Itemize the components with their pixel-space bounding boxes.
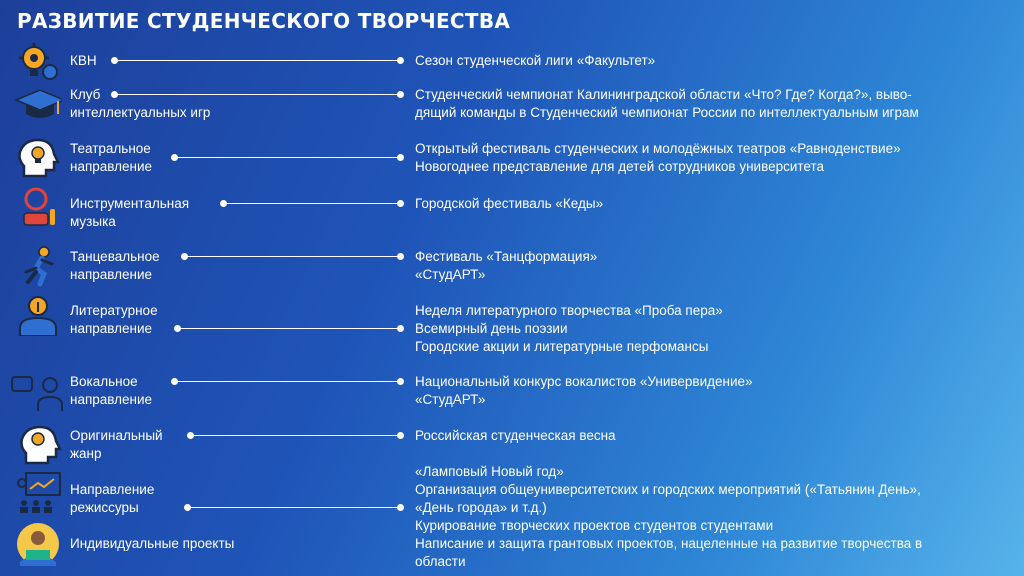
connector-end-dot (397, 378, 404, 385)
row-name: Оригинальный жанр (70, 428, 163, 461)
row-name: Литературное направление (70, 303, 158, 336)
row-name: Вокальное направление (70, 374, 153, 407)
connector-end-dot (397, 432, 404, 439)
idea-person-icon (14, 292, 62, 336)
row-description: Национальный конкурс вокалистов «Универвидение» «СтудАРТ» (415, 374, 753, 407)
row-description: Сезон студенческой лиги «Факультет» (415, 53, 656, 68)
presentation-board-icon (14, 471, 62, 515)
connector-line (184, 256, 400, 257)
row-name: Клуб интеллектуальных игр (70, 87, 211, 120)
row-name: Танцевальное направление (70, 249, 160, 282)
reading-person-icon (14, 522, 62, 566)
connector-end-dot (397, 200, 404, 207)
connector-line (174, 157, 400, 158)
row-description: «Ламповый Новый год» Организация общеуниверситетских и городских мероприятий («Татьянин День», «День города» и т.д.) (415, 464, 921, 515)
thinking-head-icon (14, 421, 62, 465)
connector-end-dot (397, 57, 404, 64)
gears-lightbulb-icon (14, 40, 62, 84)
connector-line (177, 328, 400, 329)
connector-end-dot (397, 504, 404, 511)
connector-line (223, 203, 400, 204)
connector-line (174, 381, 400, 382)
connector-end-dot (397, 253, 404, 260)
connector-line (114, 60, 400, 61)
row-name: Театральное направление (70, 141, 153, 174)
connector-end-dot (397, 91, 404, 98)
dancer-icon (14, 244, 62, 288)
page-title: РАЗВИТИЕ СТУДЕНЧЕСКОГО ТВОРЧЕСТВА (17, 9, 511, 33)
row-name: Инструментальная музыка (70, 196, 190, 229)
row-name: КВН (70, 53, 97, 68)
row-description: Открытый фестиваль студенческих и молодёжных театров «Равноденствие» Новогоднее представление для детей сотрудников университета (415, 141, 901, 174)
connector-end-dot (397, 154, 404, 161)
row-name: Индивидуальные проекты (70, 536, 235, 551)
connector-end-dot (397, 325, 404, 332)
row-name: Направление режиссуры (70, 482, 155, 515)
row-description: Фестиваль «Танцформация» «СтудАРТ» (415, 249, 598, 282)
connector-line (114, 94, 400, 95)
row-description: Российская студенческая весна (415, 428, 616, 443)
row-description: Курирование творческих проектов студентов студентами Написание и защита грантовых проектов, нацеленные на развитие творчества в области (415, 518, 923, 569)
row-description: Неделя литературного творчества «Проба пера» Всемирный день поэзии Городские акции и литературные перфомансы (415, 303, 723, 354)
connector-line (187, 507, 400, 508)
instrument-icon (14, 185, 62, 229)
graduation-cap-icon (14, 84, 62, 128)
connector-line (190, 435, 400, 436)
speaking-person-icon (10, 371, 66, 415)
head-lightbulb-icon (14, 136, 62, 180)
row-description: Городской фестиваль «Кеды» (415, 196, 604, 211)
row-description: Студенческий чемпионат Калининградской области «Что? Где? Когда?», выво- дящий команды в Студенческий чемпионат России по интеллектуальным играм (415, 87, 919, 120)
